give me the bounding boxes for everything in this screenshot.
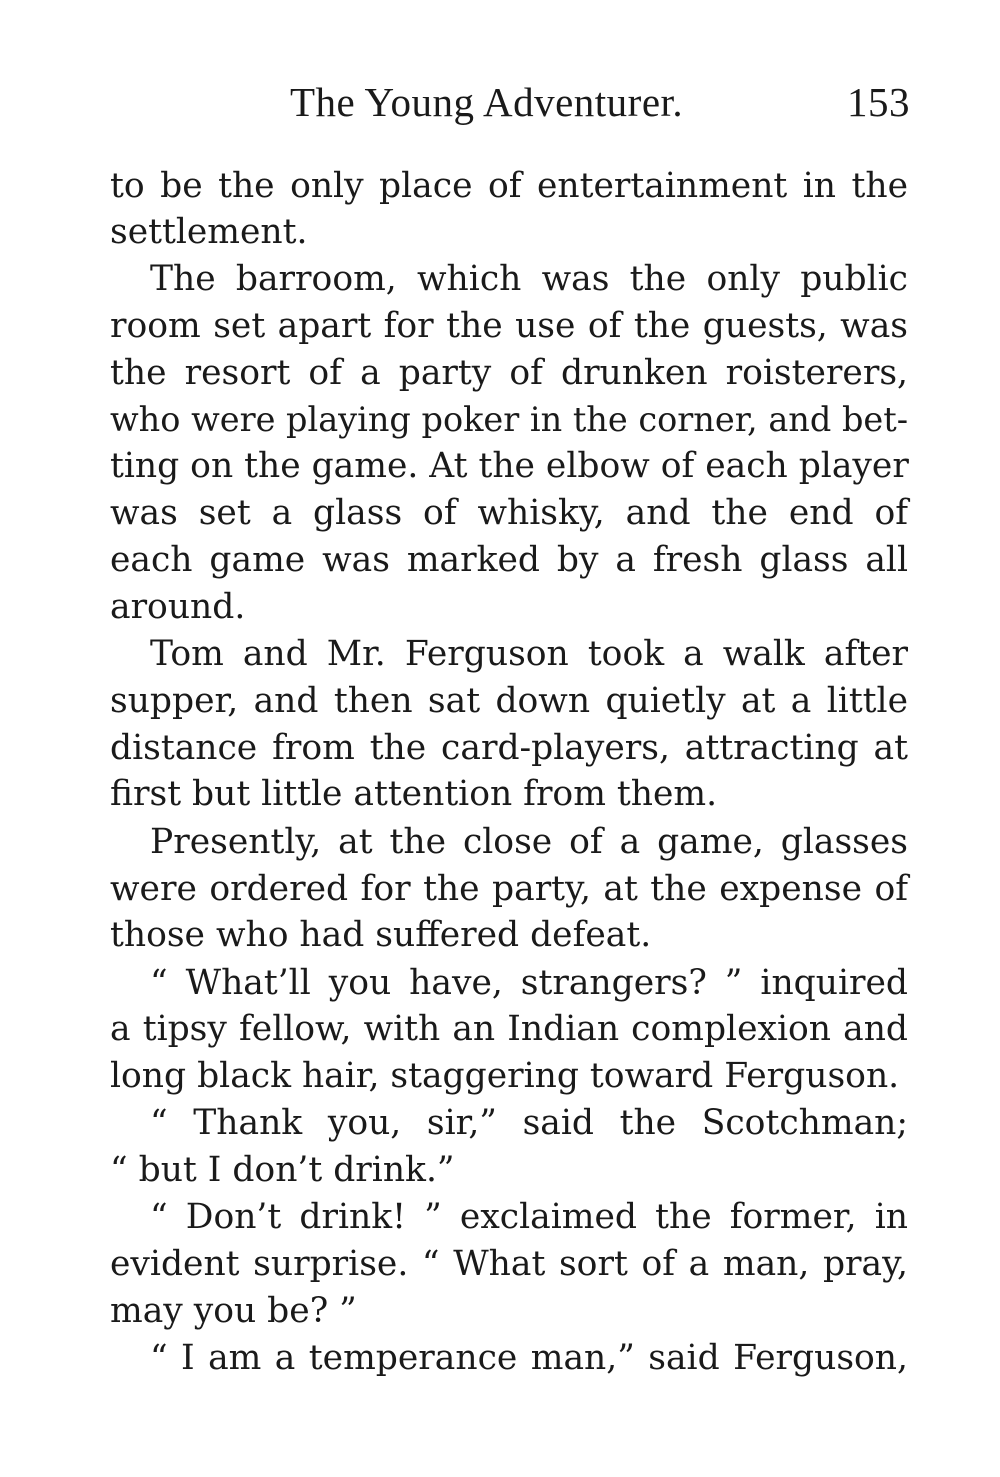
text-line: were ordered for the party, at the expense of	[110, 869, 908, 909]
text-line: long black hair, staggering toward Ferguson.	[110, 1056, 900, 1096]
text-line: The barroom, which was the only public	[150, 259, 908, 299]
text-line: the resort of a party of drunken roisterers,	[110, 353, 908, 393]
running-header	[290, 78, 910, 128]
text-line: “ I am a temperance man,” said Ferguson,	[150, 1338, 908, 1378]
text-line: who were playing poker in the corner, and bet-	[110, 400, 909, 439]
text-line: Presently, at the close of a game, glasses	[150, 822, 908, 862]
text-line: room set apart for the use of the guests, was	[110, 306, 908, 346]
text-line: “ Thank you, sir,” said the Scotchman;	[150, 1103, 908, 1143]
text-line: those who had suffered defeat.	[110, 915, 652, 955]
text-line: each game was marked by a fresh glass all	[110, 540, 908, 580]
text-line: may you be? ”	[110, 1291, 357, 1331]
text-line: first but little attention from them.	[110, 774, 718, 814]
text-line: settlement.	[110, 212, 308, 252]
text-line: Tom and Mr. Ferguson took a walk after	[150, 634, 908, 674]
text-line: around.	[110, 587, 246, 627]
text-line: evident surprise. “ What sort of a man, pray,	[110, 1244, 908, 1284]
text-line: was set a glass of whisky, and the end of	[110, 493, 908, 533]
text-line: distance from the card-players, attracting at	[110, 728, 908, 768]
text-line: ting on the game. At the elbow of each player	[110, 446, 909, 486]
text-line: “ Don’t drink! ” exclaimed the former, in	[150, 1197, 908, 1237]
text-line: “ What’ll you have, strangers? ” inquired	[150, 963, 908, 1003]
text-line: to be the only place of entertainment in the	[110, 166, 908, 206]
page-number: 153	[847, 79, 910, 125]
running-title: The Young Adventurer.	[290, 79, 684, 125]
text-line: a tipsy fellow, with an Indian complexion and	[110, 1009, 908, 1049]
text-line: “ but I don’t drink.”	[110, 1150, 455, 1190]
text-line: supper, and then sat down quietly at a little	[110, 681, 908, 721]
